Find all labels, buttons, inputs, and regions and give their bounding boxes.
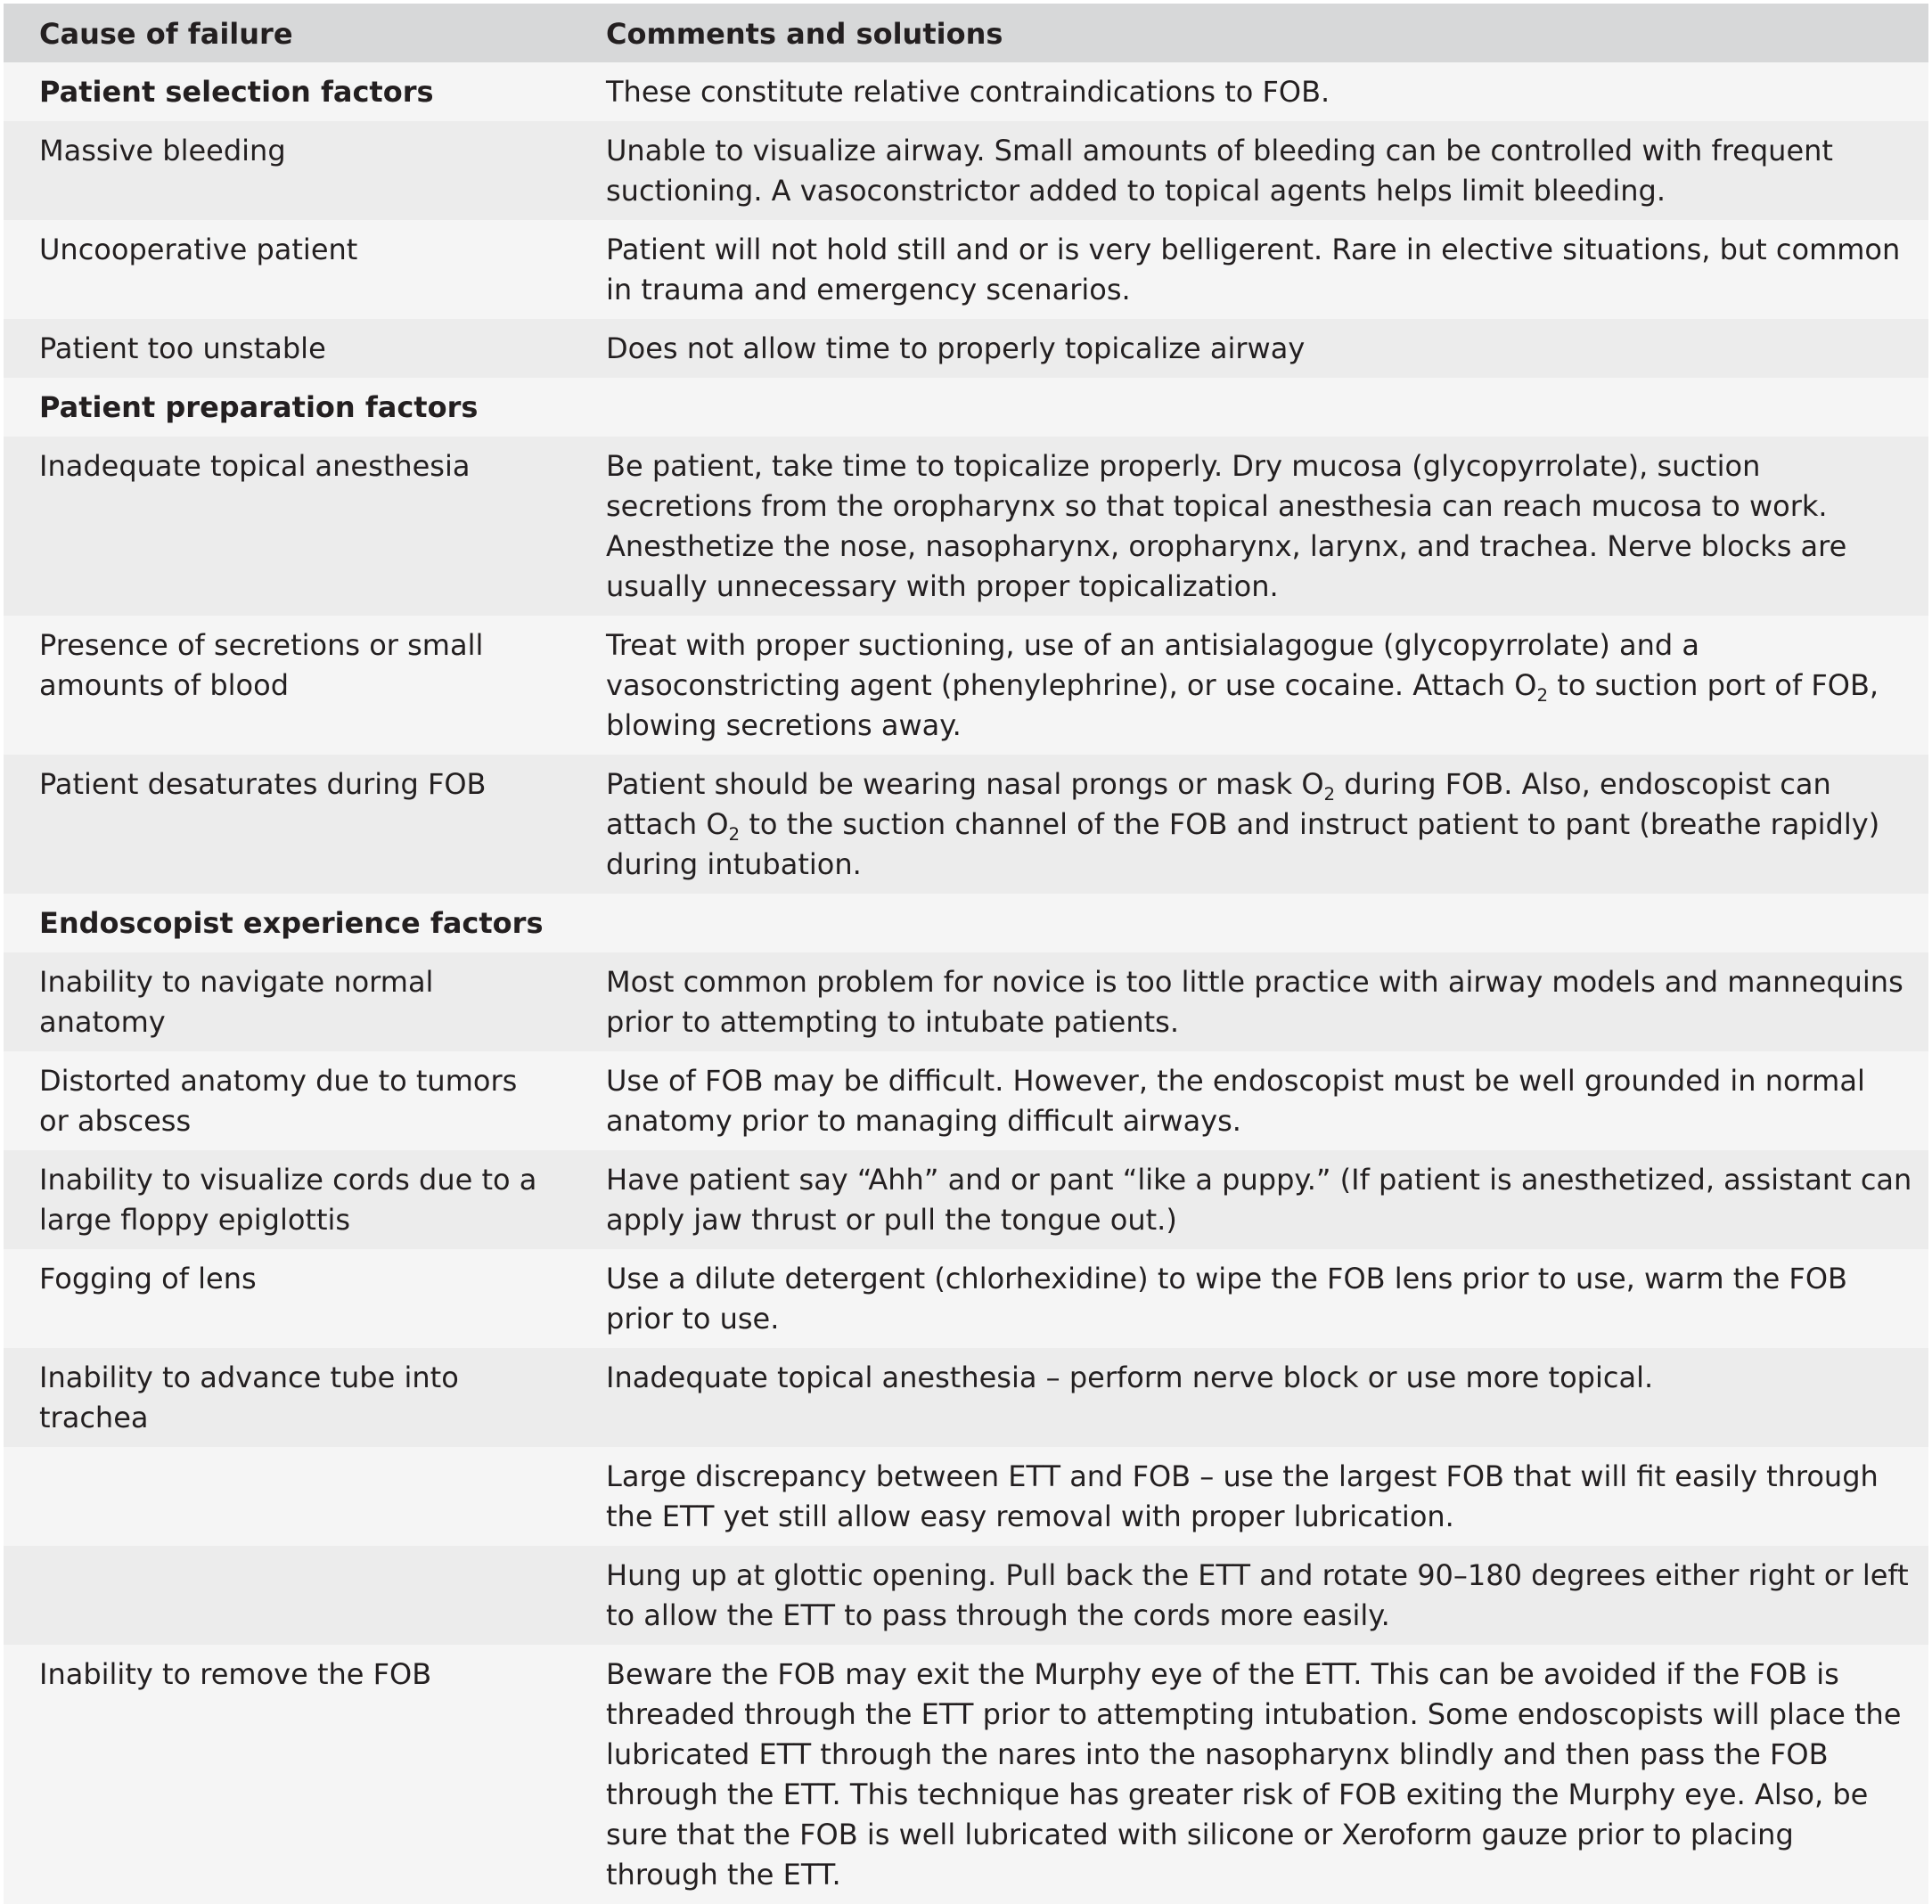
table-row	[4, 1348, 1928, 1447]
cause-cell: Inability to advance tube into trachea	[4, 1348, 567, 1447]
comment-cell: Beware the FOB may exit the Murphy eye of the ETT. This can be avoided if the FOB is threaded through the ETT prior to attempting intubation. Some endoscopists will place the lubricated ETT through the nares into the nasopharynx blindly and then pass the FOB through the ETT. This technique has greater risk of FOB exiting the Murphy eye. Also, be sure that the FOB is well lubricated with silicone or Xeroform gauze prior to placing through the ETT.	[567, 1645, 1928, 1904]
table-row	[4, 121, 1928, 220]
cause-cell: Inability to navigate normal anatomy	[4, 952, 567, 1051]
table-row	[4, 437, 1928, 616]
comment-text: Patient should be wearing nasal prongs or mask O	[606, 767, 1324, 801]
comment-text: to the suction channel of the FOB and instruct patient to pant (breathe rapidly) during intubation.	[606, 807, 1880, 881]
table-row	[4, 952, 1928, 1051]
section-row-patient-selection	[4, 62, 1928, 121]
cause-cell: Massive bleeding	[4, 121, 567, 220]
comment-cell: Be patient, take time to topicalize properly. Dry mucosa (glycopyrrolate), suction secretions from the oropharynx so that topical anesthesia can reach mucosa to work. Anesthetize the nose, nasopharynx, oropharynx, larynx, and trachea. Nerve blocks are usually unnecessary with proper topicalization.	[567, 437, 1928, 616]
comment-cell: Most common problem for novice is too little practice with airway models and mannequins prior to attempting to intubate patients.	[567, 952, 1928, 1051]
comment-cell: Use of FOB may be difficult. However, the endoscopist must be well grounded in normal anatomy prior to managing difficult airways.	[567, 1051, 1928, 1150]
cause-cell: Distorted anatomy due to tumors or abscess	[4, 1051, 567, 1150]
section-row-patient-preparation	[4, 378, 1928, 437]
table-row	[4, 220, 1928, 319]
table-row	[4, 1546, 1928, 1645]
comment-cell: Large discrepancy between ETT and FOB – use the largest FOB that will fit easily through the ETT yet still allow easy removal with proper lubrication.	[567, 1447, 1928, 1546]
subscript: 2	[728, 823, 741, 845]
comment-text: Treat with proper suctioning, use of an antisialagogue (glycopyrrolate) and a vasoconstricting agent (phenylephrine), or use cocaine. Attach O	[606, 628, 1699, 702]
table-row	[4, 1051, 1928, 1150]
table-row	[4, 755, 1928, 894]
header-cause: Cause of failure	[4, 4, 567, 62]
cause-cell: Patient too unstable	[4, 319, 567, 378]
fob-failure-table	[4, 4, 1928, 1904]
section-title: Endoscopist experience factors	[4, 894, 567, 952]
header-comments: Comments and solutions	[567, 4, 1928, 62]
comment-cell: Use a dilute detergent (chlorhexidine) to wipe the FOB lens prior to use, warm the FOB prior to use.	[567, 1249, 1928, 1348]
section-title: Patient preparation factors	[4, 378, 567, 437]
cause-cell	[4, 1447, 567, 1546]
cause-cell: Inability to remove the FOB	[4, 1645, 567, 1904]
table-row	[4, 616, 1928, 755]
section-row-endoscopist-experience	[4, 894, 1928, 952]
table-row	[4, 1150, 1928, 1249]
subscript: 2	[1536, 684, 1549, 706]
cause-cell: Fogging of lens	[4, 1249, 567, 1348]
comment-cell: Patient will not hold still and or is very belligerent. Rare in elective situations, but common in trauma and emergency scenarios.	[567, 220, 1928, 319]
comment-cell: Does not allow time to properly topicalize airway	[567, 319, 1928, 378]
subscript: 2	[1323, 783, 1336, 805]
comment-cell	[567, 894, 1928, 952]
comment-cell: Have patient say “Ahh” and or pant “like a puppy.” (If patient is anesthetized, assistant can apply jaw thrust or pull the tongue out.)	[567, 1150, 1928, 1249]
comment-cell	[567, 378, 1928, 437]
cause-cell: Inability to visualize cords due to a large floppy epiglottis	[4, 1150, 567, 1249]
table-row	[4, 1447, 1928, 1546]
comment-text: during FOB. Also, endoscopist can attach O	[606, 767, 1831, 841]
comment-cell: Unable to visualize airway. Small amounts of bleeding can be controlled with frequent suctioning. A vasoconstrictor added to topical agents helps limit bleeding.	[567, 121, 1928, 220]
comment-cell	[567, 755, 1928, 894]
comment-cell: These constitute relative contraindications to FOB.	[567, 62, 1928, 121]
table-row	[4, 319, 1928, 378]
section-title: Patient selection factors	[4, 62, 567, 121]
cause-cell	[4, 1546, 567, 1645]
comment-cell: Inadequate topical anesthesia – perform nerve block or use more topical.	[567, 1348, 1928, 1447]
comment-cell	[567, 616, 1928, 755]
table-row	[4, 1249, 1928, 1348]
cause-cell: Patient desaturates during FOB	[4, 755, 567, 894]
comment-cell: Hung up at glottic opening. Pull back the ETT and rotate 90–180 degrees either right or left to allow the ETT to pass through the cords more easily.	[567, 1546, 1928, 1645]
table-header-row	[4, 4, 1928, 62]
cause-cell: Inadequate topical anesthesia	[4, 437, 567, 616]
cause-cell: Presence of secretions or small amounts of blood	[4, 616, 567, 755]
cause-cell: Uncooperative patient	[4, 220, 567, 319]
comment-text: to suction port of FOB, blowing secretions away.	[606, 668, 1879, 742]
table-row	[4, 1645, 1928, 1904]
